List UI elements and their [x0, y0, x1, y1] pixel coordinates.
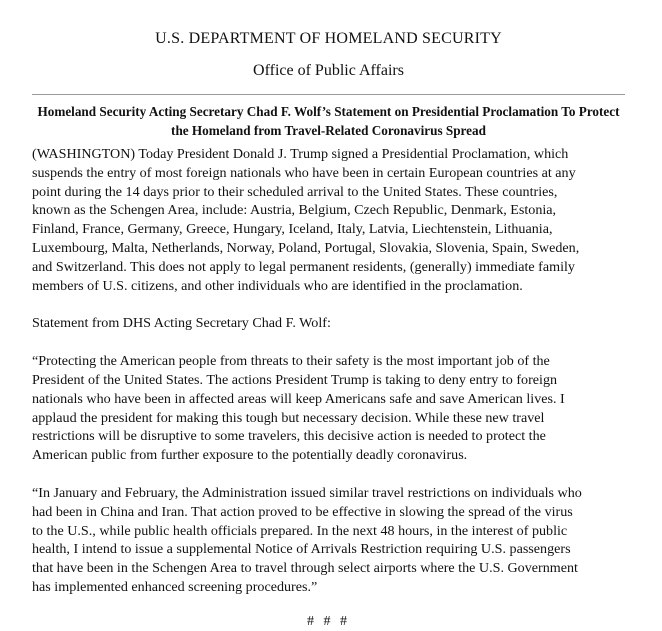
paragraph-line: that have been in the Schengen Area to travel through select airports where the U.S. Government [32, 560, 578, 577]
paragraph-line: Statement from DHS Acting Secretary Chad F. Wolf: [32, 315, 331, 332]
office-name: Office of Public Affairs [253, 62, 404, 79]
paragraph-line: members of U.S. citizens, and other individuals who are identified in the proclamation. [32, 277, 523, 294]
paragraph-line: Luxembourg, Malta, Netherlands, Norway, Poland, Portugal, Slovakia, Slovenia, Spain, Sweden, [32, 239, 580, 256]
paragraph-line: American public from further exposure to the potentially deadly coronavirus. [32, 447, 468, 464]
paragraph-line: health, I intend to issue a supplemental Notice of Arrivals Restriction requiring U.S. passengers [32, 541, 571, 558]
quote-paragraph-1 [32, 352, 625, 465]
paragraph-line: President of the United States. The actions President Trump is taking to deny entry to foreign [32, 371, 558, 388]
statement-headline [32, 102, 625, 140]
paragraph-line: restrictions will be disruptive to some travelers, this decisive action is needed to protect the [32, 428, 546, 445]
paragraph-line: known as the Schengen Area, include: Austria, Belgium, Czech Republic, Denmark, Estonia, [32, 202, 557, 219]
headline-line: the Homeland from Travel-Related Coronavirus Spread [171, 123, 486, 138]
paragraph-line: to the U.S., while public health officials prepared. In the next 48 hours, in the interest of public [32, 522, 568, 539]
paragraph-line: applaud the president for making this tough but necessary decision. While these new travel [32, 409, 545, 426]
paragraph-line: nationals who have been in affected areas will keep Americans safe and save American lives. I [32, 390, 565, 407]
intro-paragraph [32, 145, 625, 295]
headline-line: Homeland Security Acting Secretary Chad F. Wolf’s Statement on Presidential Proclamation To Protect [37, 104, 620, 119]
statement-attribution [32, 314, 625, 333]
quote-paragraph-2 [32, 484, 625, 597]
header-divider [32, 94, 625, 95]
paragraph-line: and Switzerland. This does not apply to legal permanent residents, (generally) immediate family [32, 258, 575, 275]
paragraph-line: point during the 14 days prior to their scheduled arrival to the United States. These countries, [32, 183, 558, 200]
end-of-release-mark: # # # [307, 613, 350, 629]
paragraph-line: “In January and February, the Administration issued similar travel restrictions on individuals who [32, 484, 582, 501]
paragraph-line: suspends the entry of most foreign nationals who have been in certain European countries at any [32, 164, 576, 181]
statement-body [32, 145, 625, 597]
paragraph-line: has implemented enhanced screening procedures.” [32, 578, 318, 595]
agency-name: U.S. DEPARTMENT OF HOMELAND SECURITY [155, 30, 502, 47]
paragraph-line: “Protecting the American people from threats to their safety is the most important job of the [32, 353, 550, 370]
paragraph-line: had been in China and Iran. That action proved to be effective in slowing the spread of the virus [32, 503, 573, 520]
paragraph-line: (WASHINGTON) Today President Donald J. Trump signed a Presidential Proclamation, which [32, 146, 569, 162]
paragraph-line: Finland, France, Germany, Greece, Hungary, Iceland, Italy, Latvia, Liechtenstein, Lithuania, [32, 221, 553, 238]
